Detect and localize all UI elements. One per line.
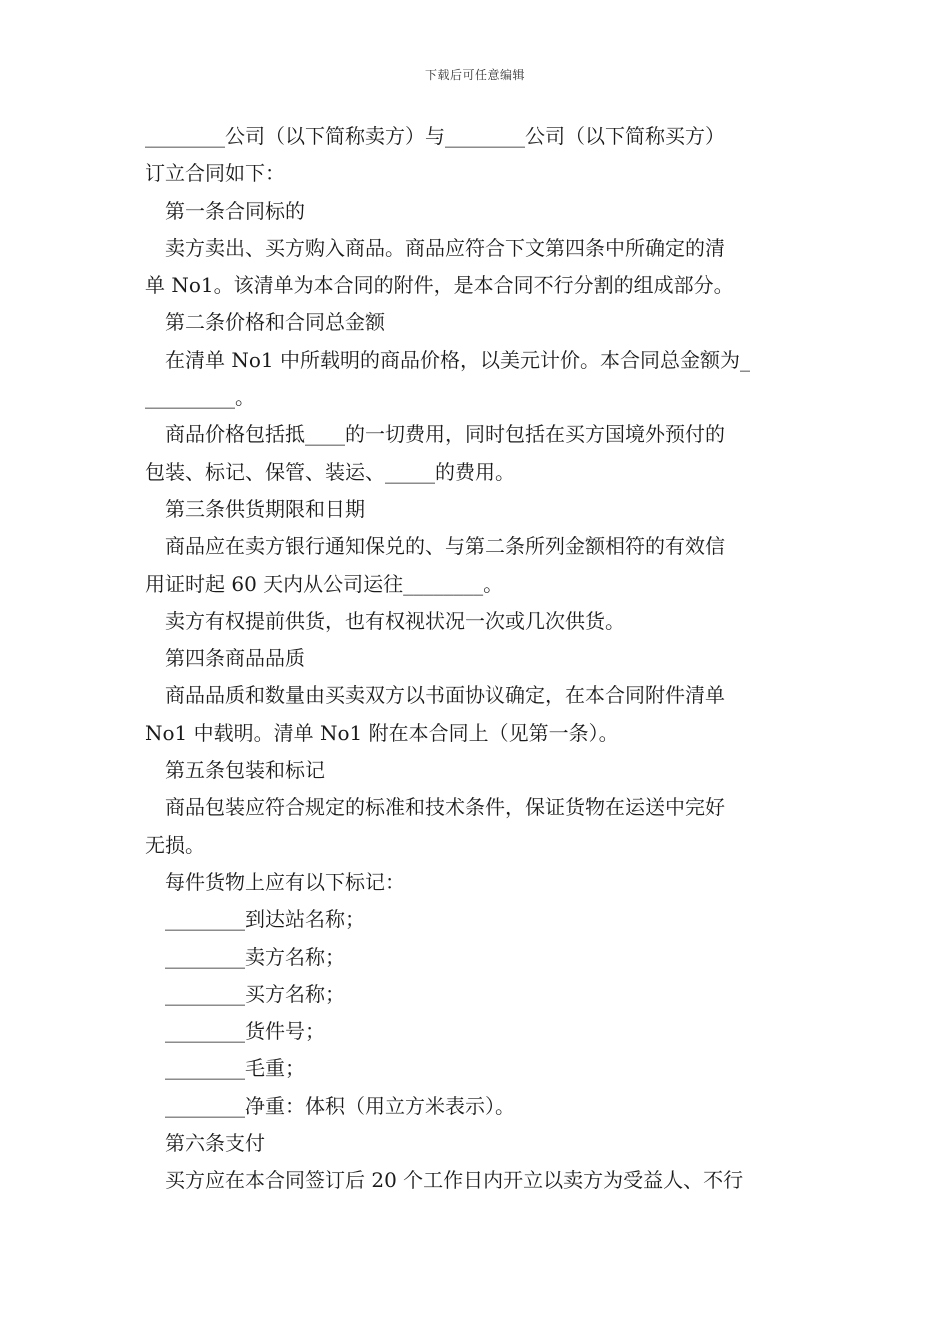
list-item: ________卖方名称； xyxy=(165,944,345,969)
text-line: 卖方卖出、买方购入商品。商品应符合下文第四条中所确定的清 xyxy=(165,235,725,260)
text-line: 每件货物上应有以下标记： xyxy=(165,869,405,894)
text-line: _________。 xyxy=(145,385,255,410)
section-heading: 第二条价格和合同总金额 xyxy=(165,310,385,335)
section-heading: 第四条商品品质 xyxy=(165,646,305,671)
list-item: ________货件号； xyxy=(165,1019,325,1044)
text-line: 商品品质和数量由买卖双方以书面协议确定，在本合同附件清单 xyxy=(165,683,725,708)
text-line: 卖方有权提前供货，也有权视状况一次或几次供货。 xyxy=(165,608,625,633)
page-header-note: 下载后可任意编辑 xyxy=(424,68,525,82)
text-line: 用证时起 60 天内从公司运往________。 xyxy=(145,571,504,596)
section-heading: 第六条支付 xyxy=(165,1131,265,1156)
list-item: ________净重：体积（用立方米表示）。 xyxy=(165,1093,515,1118)
text-line: 商品包装应符合规定的标准和技术条件，保证货物在运送中完好 xyxy=(165,795,725,820)
section-heading: 第五条包装和标记 xyxy=(165,758,325,783)
text-line: ________公司（以下简称卖方）与________公司（以下简称买方） xyxy=(145,124,725,148)
section-heading: 第三条供货期限和日期 xyxy=(165,496,365,521)
list-item: ________毛重； xyxy=(165,1056,305,1081)
text-line: 单 No1。该清单为本合同的附件，是本合同不行分割的组成部分。 xyxy=(145,273,734,298)
text-line: 商品应在卖方银行通知保兑的、与第二条所列金额相符的有效信 xyxy=(165,534,725,559)
text-line: No1 中载明。清单 No1 附在本合同上（见第一条）。 xyxy=(145,720,619,745)
text-line: 商品价格包括抵____的一切费用，同时包括在买方国境外预付的 xyxy=(165,422,725,447)
text-line: 无损。 xyxy=(145,832,205,857)
text-line: 在清单 No1 中所载明的商品价格，以美元计价。本合同总金额为_ xyxy=(165,347,750,372)
text-line: 订立合同如下： xyxy=(145,161,285,186)
list-item: ________到达站名称； xyxy=(165,907,365,932)
text-line: 买方应在本合同签订后 20 个工作日内开立以卖方为受益人、不行 xyxy=(165,1168,744,1193)
list-item: ________买方名称； xyxy=(165,981,345,1006)
section-heading: 第一条合同标的 xyxy=(165,198,305,223)
text-line: 包装、标记、保管、装运、_____的费用。 xyxy=(145,459,515,484)
contract-body xyxy=(145,118,810,1200)
